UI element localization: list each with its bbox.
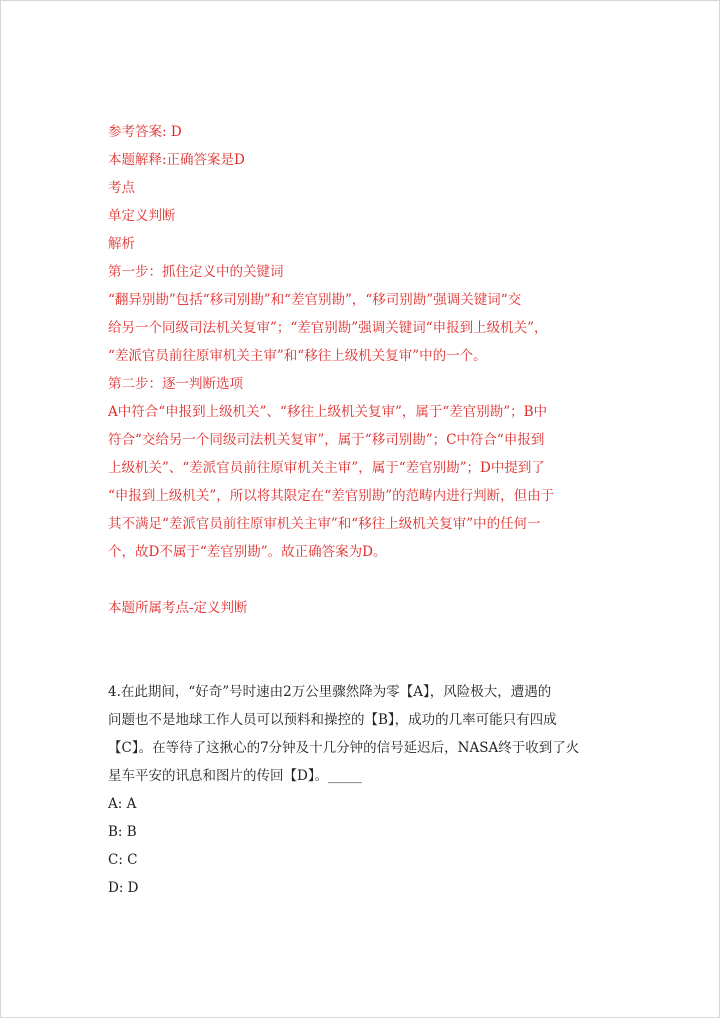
option-c: C: C (108, 852, 138, 868)
step1-line: “差派官员前往原审机关主审”和“移往上级机关复审”中的一个。 (108, 348, 487, 364)
question-section (108, 678, 628, 902)
step2-line: 符合“交给另一个同级司法机关复审”，属于“移司别勘”；C中符合“申报到 (108, 432, 545, 448)
topic-name: 单定义判断 (108, 208, 176, 224)
reference-answer: 参考答案: D (108, 124, 182, 140)
analysis-label: 解析 (108, 236, 135, 252)
spacer (108, 622, 628, 678)
step2-line: 上级机关”、“差派官员前往原审机关主审”，属于“差官别勘”；D中提到了 (108, 460, 545, 476)
step1-line: “翻异别勘”包括“移司别勘”和“差官别勘”，“移司别勘”强调关键词“交 (108, 292, 522, 308)
step1-line: 给另一个同级司法机关复审”；“差官别勘”强调关键词“申报到上级机关”， (108, 320, 548, 336)
document-content (108, 118, 628, 902)
question-stem-line: 问题也不是地球工作人员可以预料和操控的【B】，成功的几率可能只有四成 (108, 712, 557, 728)
step2-line: “申报到上级机关”，所以将其限定在“差官别勘”的范畴内进行判断，但由于 (108, 488, 555, 504)
step2-line: A中符合“申报到上级机关”、“移往上级机关复审”，属于“差官别勘”；B中 (108, 404, 548, 420)
step2-title: 第二步：逐一判断选项 (108, 376, 243, 392)
option-d: D: D (108, 880, 139, 896)
question-stem-line: 【C】。在等待了这揪心的7分钟及十几分钟的信号延迟后，NASA终于收到了火 (108, 740, 580, 756)
option-b: B: B (108, 824, 137, 840)
question-stem-line: 4.在此期间，“好奇”号时速由2万公里骤然降为零【A】，风险极大，遭遇的 (108, 684, 552, 700)
answer-section (108, 118, 628, 622)
answer-explanation: 本题解释:正确答案是D (108, 152, 245, 168)
step2-line: 个，故D不属于“差官别勘”。故正确答案为D。 (108, 544, 387, 560)
spacer (108, 566, 628, 594)
step1-title: 第一步：抓住定义中的关键词 (108, 264, 284, 280)
question-stem-line: 星车平安的讯息和图片的传回【D】。_____ (108, 768, 362, 784)
kaodian-label: 考点 (108, 180, 135, 196)
step2-line: 其不满足“差派官员前往原审机关主审”和“移往上级机关复审”中的任何一 (108, 516, 541, 532)
question-category: 本题所属考点-定义判断 (108, 600, 248, 616)
option-a: A: A (108, 796, 137, 812)
